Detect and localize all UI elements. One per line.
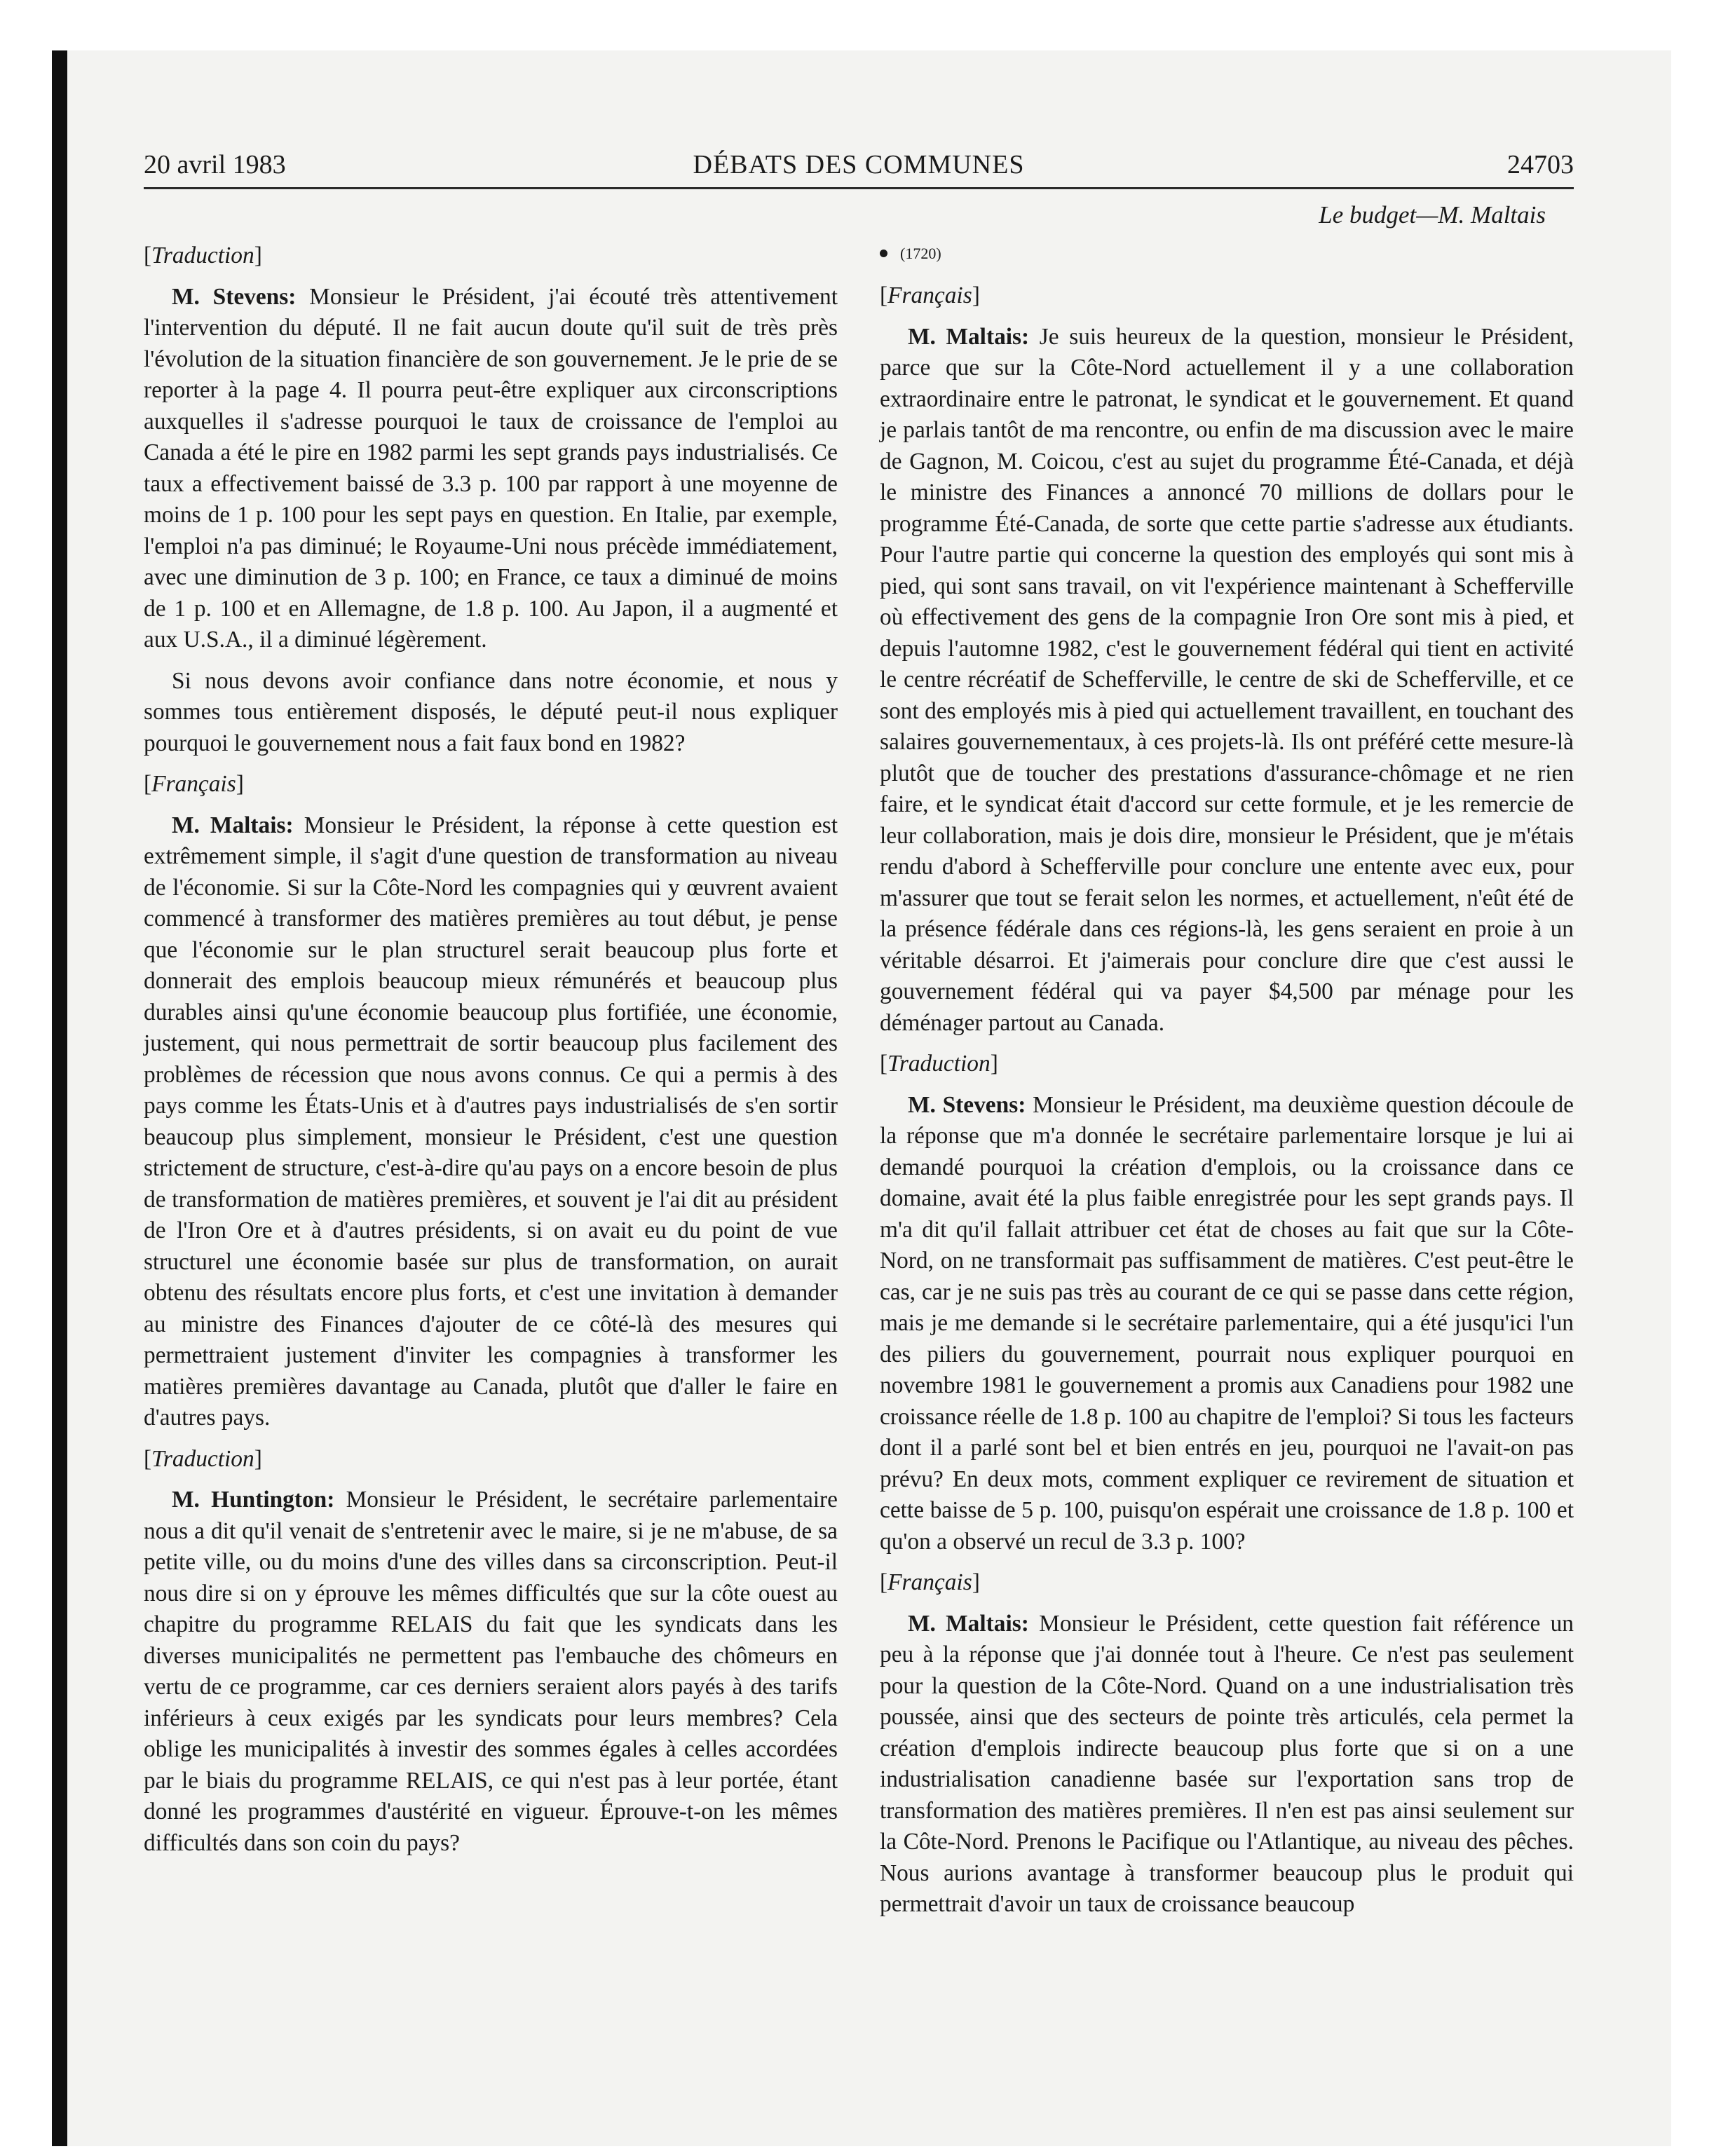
speaker-name: M. Stevens:: [908, 1091, 1026, 1118]
running-head: Le budget—M. Maltais: [1319, 201, 1546, 228]
speaker-name: M. Maltais:: [172, 812, 294, 838]
section-language-label-text: Français: [151, 771, 236, 797]
header-page-number: 24703: [1507, 150, 1574, 179]
speaker-name: M. Huntington:: [172, 1487, 335, 1513]
section-language-label: [Français]: [880, 282, 980, 308]
speech-paragraph: [144, 282, 838, 656]
speech-text: Monsieur le Président, le secrétaire parlementaire nous a dit qu'il venait de s'entretenir avec le maire, si je ne m'abuse, de sa petite ville, ou du moins d'une des villes dans sa circonscription. Peut-il nous dire si on y éprouve les mêmes difficultés que sur la côte ouest au chapitre du programme RELAIS du fait que les syndicats dans les diverses municipalités ne permettent pas l'embauche des chômeurs en vertu de ce programme, car ces derniers seraient alors payés à des tarifs inférieurs à ceux exigés par les syndicats pour leurs membres? Cela oblige les municipalités à investir des sommes égales à celles accordées par le biais du programme RELAIS, ce qui n'est pas à leur portée, étant donné les programmes d'austérité en vigueur. Éprouve-t-on les mêmes difficultés dans son coin du pays?: [144, 1487, 838, 1856]
section-language-label-text: Traduction: [887, 1051, 991, 1077]
speech-paragraph: [144, 666, 838, 760]
speech-text: Monsieur le Président, la réponse à cette question est extrêmement simple, il s'agit d'une question de transformation au niveau de l'économie. Si sur la Côte-Nord les compagnies qui y œuvrent avaient commencé à transformer des matières premières au tout début, je pense que l'économie sur le plan structurel serait beaucoup plus forte et donnerait des emplois beaucoup mieux rémunérés et beaucoup plus durables ainsi qu'une économie beaucoup plus fortifiée, une économie, justement, qui nous permettrait de sortir beaucoup plus facilement des problèmes de récession que nous avons connus. Ce qui a permis à des pays comme les États-Unis et à d'autres pays industrialisés de s'en sortir beaucoup plus simplement, monsieur le Président, c'est une question strictement de structure, c'est-à-dire qu'au pays on a encore besoin de plus de transformation de matières premières, et souvent je l'ai dit au président de l'Iron Ore et à d'autres présidents, si on avait eu du point de vue structurel une économie basée sur plus de transformation, on aurait obtenu des résultats encore plus forts, et c'est une invitation à demander au ministre des Finances d'ajouter de ce côté-là des mesures qui permettraient justement d'inviter les compagnies à transformer les matières premières davantage au Canada, plutôt que d'aller le faire en d'autres pays.: [144, 812, 838, 1431]
speaker-name: M. Stevens:: [172, 283, 297, 310]
section-language-label-text: Français: [887, 1569, 972, 1595]
header-title: DÉBATS DES COMMUNES: [693, 150, 1025, 179]
section-language-label: [Traduction]: [144, 1445, 262, 1472]
speech-text: Si nous devons avoir confiance dans notre économie, et nous y sommes tous entièrement disposés, le député peut-il nous expliquer pourquoi le gouvernement nous a fait faux bond en 1982?: [144, 667, 838, 756]
time-marker-text: (1720): [900, 244, 941, 262]
section-language-label: [Français]: [880, 1569, 980, 1595]
scan-edge-bar: [52, 50, 67, 2146]
speech-text: Monsieur le Président, cette question fait référence un peu à la réponse que j'ai donnée tout à l'heure. Ce n'est pas seulement pour la question de la Côte-Nord. Quand on a une industrialisation très poussée, ainsi que des secteurs de pointe très articulés, cela permet la création d'emplois indirecte beaucoup plus forte que si on a une industrialisation canadienne basée sur l'exportation sans trop de transformation des matières premières. Il n'en est pas ainsi seulement sur la Côte-Nord. Prenons le Pacifique ou l'Atlantique, au niveau des pêches. Nous aurions avantage à transformer beaucoup plus le produit qui permettrait d'avoir un taux de croissance beaucoup: [880, 1610, 1574, 1917]
left-column: [144, 200, 838, 1869]
section-language-label-text: Traduction: [151, 243, 254, 268]
header-date: 20 avril 1983: [144, 150, 286, 179]
section-language-label: [Traduction]: [880, 1051, 998, 1077]
time-marker: [880, 238, 1574, 270]
speech-text: Monsieur le Président, ma deuxième question découle de la réponse que m'a donnée le secrétaire parlementaire lorsque je lui ai demandé pourquoi la création d'emplois, ou la croissance dans ce domaine, avait été la plus faible enregistrée pour les sept grands pays. Il m'a dit qu'il fallait attribuer cet état de choses au fait que sur la Côte-Nord, on ne transformait pas suffisamment de matières. C'est peut-être le cas, car je ne suis pas très au courant de ce qui se passe dans cette région, mais je me demande si le secrétaire parlementaire, qui a été jusqu'ici l'un des piliers du gouvernement, pourrait nous expliquer pourquoi en novembre 1981 le gouvernement a promis aux Canadiens pour 1982 une croissance réelle de 1.8 p. 100 au chapitre de l'emploi? Si tous les facteurs dont il a parlé sont bel et bien entrés en jeu, pourquoi ne l'avait-on pas prévu? En deux mots, comment expliquer ce revirement de situation et cette baisse de 5 p. 100, puisqu'on espérait une croissance de 1.8 p. 100 et qu'on a observé un recul de 3.3 p. 100?: [880, 1091, 1574, 1555]
section-language-label-text: Français: [887, 282, 972, 308]
section-language-label: [Traduction]: [144, 243, 262, 268]
speech-paragraph: [144, 810, 838, 1434]
right-column-body: [880, 280, 1574, 1920]
speech-paragraph: [880, 1090, 1574, 1558]
speech-paragraph: [880, 1609, 1574, 1920]
page-header: [144, 144, 1574, 189]
speaker-name: M. Maltais:: [908, 1610, 1029, 1637]
speaker-name: M. Maltais:: [908, 323, 1030, 350]
speech-paragraph: [880, 322, 1574, 1039]
section-language-label: [Français]: [144, 771, 244, 797]
speech-paragraph: [144, 1485, 838, 1859]
section-language-label-text: Traduction: [151, 1445, 254, 1472]
left-column-body: [144, 240, 838, 1859]
right-column: [880, 200, 1574, 1930]
speech-text: Je suis heureux de la question, monsieur le Président, parce que sur la Côte-Nord actuellement il y a une collaboration extraordinaire entre le patronat, le syndicat et le gouvernement. Et quand je parlais tantôt de ma rencontre, ou enfin de ma discussion avec le maire de Gagnon, M. Coicou, c'est au sujet du programme Été-Canada, et déjà le ministre des Finances a annoncé 70 millions de dollars pour le programme Été-Canada, de sorte que cette partie s'adresse aux étudiants. Pour l'autre partie qui concerne la question des employés qui sont mis à pied, qui sont sans travail, on vit l'expérience maintenant à Schefferville où effectivement des gens de la compagnie Iron Ore sont mis à pied, et depuis l'automne 1982, c'est le gouvernement fédéral qui tient en activité le centre récréatif de Schefferville, le centre de ski de Schefferville, et ce sont des employés mis à pied qui actuellement travaillent, en touchant des salaires gouvernementaux, à ces projets-là. Ils ont préféré cette mesure-là plutôt que de toucher des prestations d'assurance-chômage et ne rien faire, et le syndicat était d'accord sur cette formule, et je les remercie de leur collaboration, mais je dois dire, monsieur le Président, que je m'étais rendu d'abord à Schefferville pour conclure une entente avec eux, pour m'assurer que tout se ferait selon les normes, et actuellement, n'eût été de la présence fédérale dans ces régions-là, les gens seraient en proie à un véritable désarroi. Et j'aimerais pour conclure dire que c'est aussi le gouvernement fédéral qui va payer $4,500 par ménage pour les déménager partout au Canada.: [880, 323, 1574, 1036]
left-column-spacer: [144, 200, 838, 240]
bullet-icon: [880, 250, 887, 257]
speech-text: Monsieur le Président, j'ai écouté très attentivement l'intervention du député. Il ne fait aucun doute qu'il suit de très près l'évolution de la situation financière de son gouvernement. Je le prie de se reporter à la page 4. Il pourra peut-être expliquer aux circonscriptions auxquelles il s'adresse pourquoi le taux de croissance de l'emploi au Canada a été le pire en 1982 parmi les sept grands pays industrialisés. Ce taux a effectivement baissé de 3.3 p. 100 par rapport à une moyenne de moins de 1 p. 100 pour les sept pays en question. En Italie, par exemple, l'emploi n'a pas diminué; le Royaume-Uni nous précède immédiatement, avec une diminution de 3 p. 100; en France, ce taux a diminué de moins de 1 p. 100 et en Allemagne, de 1.8 p. 100. Au Japon, il a augmenté et aux U.S.A., il a diminué légèrement.: [144, 283, 838, 653]
